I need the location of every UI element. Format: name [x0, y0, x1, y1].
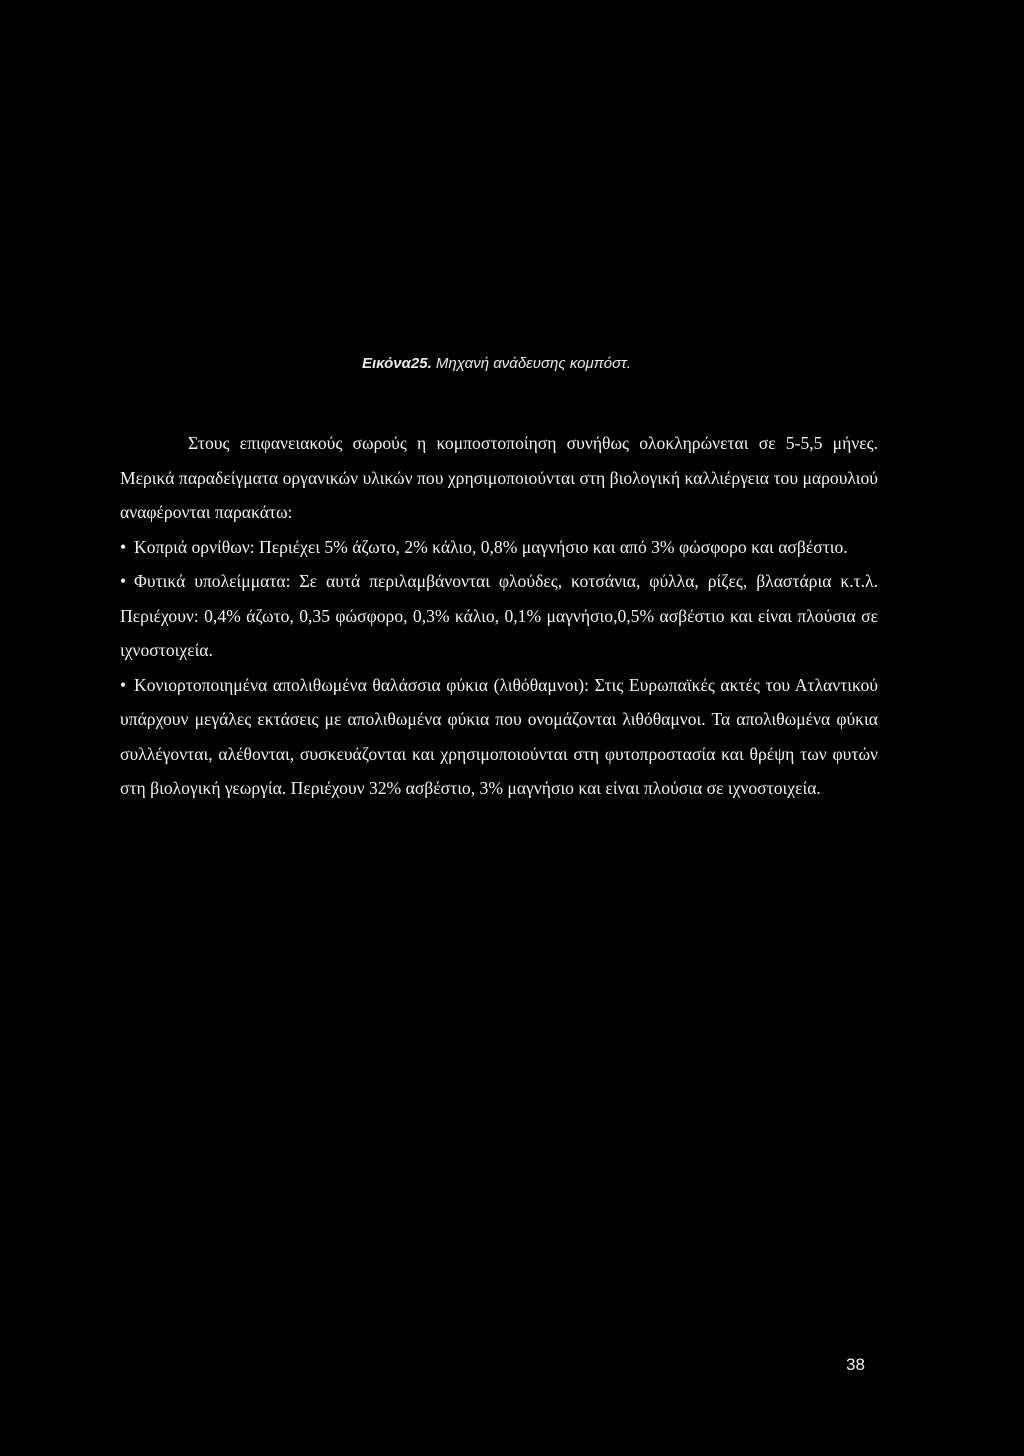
- bullet-icon: •: [120, 674, 127, 695]
- bullet-text: Φυτικά υπολείμματα: Σε αυτά περιλαμβάνονται φλούδες, κοτσάνια, φύλλα, ρίζες, βλαστάρια κ.τ.λ. Περιέχουν: 0,4% άζωτο, 0,35 φώσφορο, 0,3% κάλιο, 0,1% μαγνήσιο,0,5% ασβέστιο και είναι πλούσια σε ιχνοστοιχεία.: [120, 571, 878, 660]
- page-number: 38: [846, 1355, 865, 1374]
- bullet-item-fossilized-seaweed: [120, 668, 878, 806]
- bullet-icon: •: [120, 571, 127, 591]
- figure-caption: [362, 355, 631, 372]
- intro-paragraph: Στους επιφανειακούς σωρούς η κομποστοποίηση συνήθως ολοκληρώνεται σε 5-5,5 μήνες. Μερικά παραδείγματα οργανικών υλικών που χρησιμοποιούνται στη βιολογική καλλιέργεια του μαρουλιού αναφέρονται παρακάτω:: [120, 433, 878, 522]
- body-text: [120, 426, 878, 806]
- bullet-text: Κονιορτοποιημένα απολιθωμένα θαλάσσια φύκια (λιθόθαμνοι): Στις Ευρωπαϊκές ακτές του Ατλαντικού υπάρχουν μεγάλες εκτάσεις με απολιθωμένα φύκια που ονομάζονται λιθόθαμνοι. Τα απολιθωμένα φύκια συλλέγονται, αλέθονται, συσκευάζονται και χρησιμοποιούνται στη φυτοπροστασία και θρέψη των φυτών στη βιολογική γεωργία. Περιέχουν 32% ασβέστιο, 3% μαγνήσιο και είναι πλούσια σε ιχνοστοιχεία.: [120, 674, 878, 798]
- bullet-item-poultry-manure: [120, 530, 878, 565]
- bullet-item-plant-residues: [120, 564, 878, 668]
- bullet-text: Κοπριά ορνίθων: Περιέχει 5% άζωτο, 2% κάλιο, 0,8% μαγνήσιο και από 3% φώσφορο και ασβέστιο.: [134, 536, 848, 557]
- figure-caption-label: Εικόνα25.: [362, 355, 432, 372]
- bullet-icon: •: [120, 536, 127, 557]
- figure-caption-text: Μηχανή ανάδευσης κομπόστ.: [435, 355, 631, 372]
